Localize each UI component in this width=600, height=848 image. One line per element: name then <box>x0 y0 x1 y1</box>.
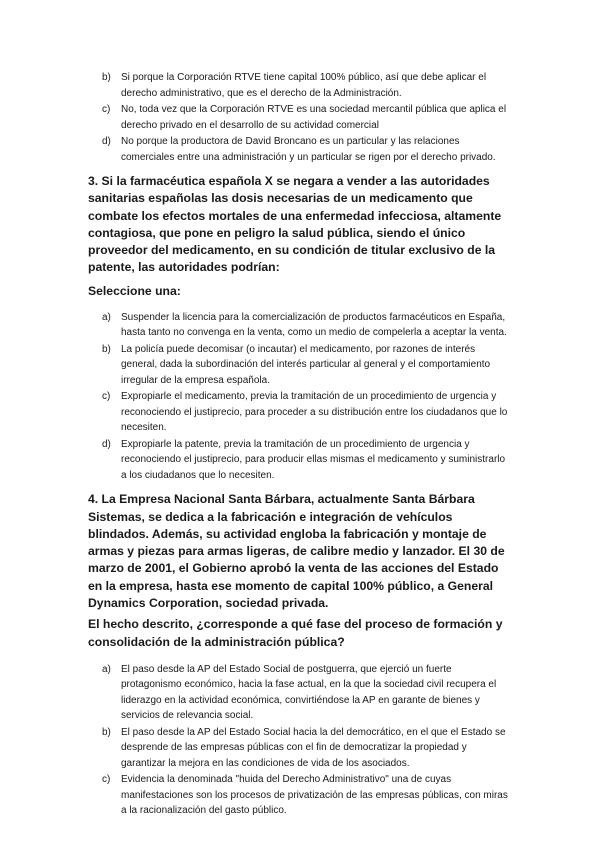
option-a[interactable] <box>88 310 512 341</box>
option-text: No porque la productora de David Broncano es un particular y las relaciones comerciales entre una administración y un particular se rigen por el derecho privado. <box>121 136 496 163</box>
option-letter: b) <box>102 726 111 738</box>
question-3-text: 3. Si la farmacéutica española X se negara a vender a las autoridades sanitarias españolas las dosis necesarias de un medicamento que combate los efectos mortales de una enfermedad infecciosa, altamente contagiosa, que pone en peligro la salud pública, siendo el único proveedor del medicamento, en su condición de titular exclusivo de la patente, las autoridades podrían: <box>88 174 502 275</box>
option-c[interactable] <box>88 772 512 819</box>
option-text: El paso desde la AP del Estado Social hacia la del democrático, en el que el Estado se desprende de las empresas públicas con el fin de democratizar la propiedad y garantizar la mejora en las condiciones de vida de los asociados. <box>121 726 506 769</box>
option-letter: d) <box>102 136 111 147</box>
option-text: El paso desde la AP del Estado Social de postguerra, que ejerció un fuerte protagonismo económico, hacia la fase actual, en la que la sociedad civil recupera el liderazgo en la actividad económica, convirtiéndose la AP en garante de bienes y servicios de relevancia social. <box>121 663 497 722</box>
option-d[interactable] <box>88 437 512 484</box>
question-4-text: 4. La Empresa Nacional Santa Bárbara, actualmente Santa Bárbara Sistemas, se dedica a la fabricación e integración de vehículos blindados. Además, su actividad engloba la fabricación y montaje de armas y piezas para armas ligeras, de calibre medio y lanzador. El 30 de marzo de 2001, el Gobierno aprobó la venta de las acciones del Estado en la empresa, hasta ese momento de capital 100% público, a General Dynamics Corporation, sociedad privada. <box>88 492 505 611</box>
question-4-options <box>88 662 512 819</box>
option-text: No, toda vez que la Corporación RTVE es una sociedad mercantil pública que aplica el derecho privado en el desarrollo de su actividad comercial <box>121 104 507 131</box>
option-d[interactable] <box>88 134 512 165</box>
option-letter: d) <box>102 438 111 450</box>
option-letter: b) <box>102 72 111 83</box>
option-text: Expropiarle el medicamento, previa la tramitación de un procedimiento de urgencia y reconociendo el justiprecio, para proceder a su distribución entre los ciudadanos que lo necesiten. <box>121 391 508 434</box>
option-text: Expropiarle la patente, previa la tramitación de un procedimiento de urgencia y reconociendo el justiprecio, para producir ellas mismas el medicamento y suministrarlo a los ciudadanos que lo necesiten. <box>121 438 506 481</box>
question-4-subquestion: El hecho descrito, ¿corresponde a qué fase del proceso de formación y consolidación de la administración pública? <box>88 617 503 649</box>
option-letter: b) <box>102 343 111 355</box>
option-text: Suspender la licencia para la comercialización de productos farmacéuticos en España, hasta tanto no convenga en la venta, como un medio de compelerla a aceptar la venta. <box>121 311 507 339</box>
option-letter: c) <box>102 391 111 403</box>
option-letter: a) <box>102 663 111 675</box>
question-3-options <box>88 310 512 484</box>
option-c[interactable] <box>88 389 512 436</box>
option-letter: a) <box>102 311 111 323</box>
option-text: La policía puede decomisar (o incautar) el medicamento, por razones de interés general, dada la subordinación del interés particular al general y el comportamiento irregular de la empresa española. <box>121 343 491 386</box>
option-text: Evidencia la denominada "huida del Derecho Administrativo" una de cuyas manifestaciones son los procesos de privatización de las empresas públicas, con miras a la racionalización del gasto público. <box>121 774 508 817</box>
option-b[interactable] <box>88 70 512 101</box>
option-b[interactable] <box>88 725 512 772</box>
select-one-label: Seleccione una: <box>88 283 181 298</box>
option-c[interactable] <box>88 102 512 133</box>
question-2-options <box>88 70 512 165</box>
option-text: Si porque la Corporación RTVE tiene capital 100% público, así que debe aplicar el derecho administrativo, que es el derecho de la Administración. <box>121 72 487 99</box>
option-letter: c) <box>102 774 111 786</box>
option-a[interactable] <box>88 662 512 724</box>
option-b[interactable] <box>88 342 512 389</box>
option-letter: c) <box>102 104 111 115</box>
